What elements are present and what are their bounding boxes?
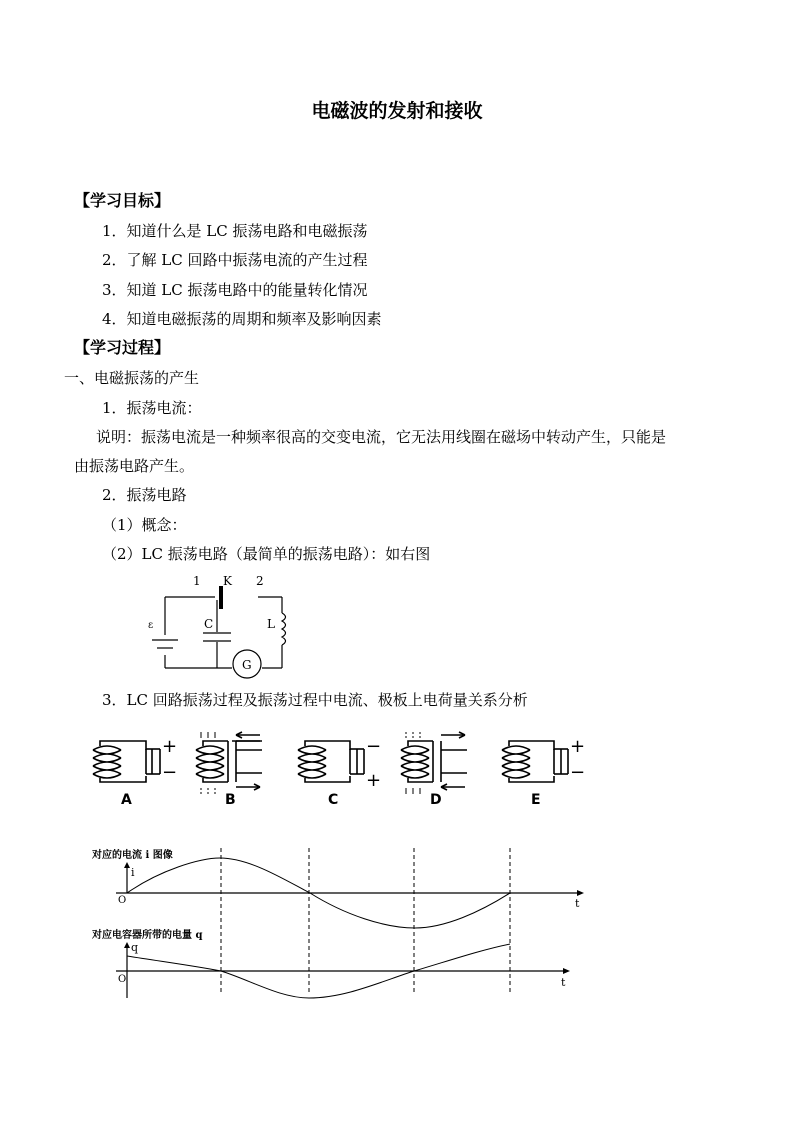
- sub-item-concept: （1）概念：: [102, 516, 187, 534]
- current-axis-y: i: [131, 866, 135, 879]
- circuit-label-l: L: [267, 617, 275, 631]
- note-line: 由振荡电路产生。: [74, 457, 195, 475]
- charge-axis-y: q: [131, 941, 139, 954]
- circuit-label-2: 2: [256, 574, 264, 588]
- charge-graph-title: 对应电容器所带的电量 q: [92, 930, 203, 941]
- goals-heading: 【学习目标】: [74, 191, 171, 210]
- charge-origin: O: [118, 974, 127, 985]
- part-heading: 一、电磁振荡的产生: [64, 369, 200, 387]
- stage-c-plus: +: [366, 770, 382, 791]
- circuit-label-c: C: [204, 617, 214, 631]
- circuit-label-emf: ε: [148, 620, 154, 631]
- circuit-label-g: G: [242, 658, 252, 672]
- stage-a-minus: −: [162, 762, 178, 783]
- item-oscillating-circuit: 2．振荡电路: [102, 486, 187, 504]
- stage-b-label: B: [225, 792, 236, 808]
- stage-e-minus: −: [570, 762, 586, 783]
- stage-d-label: D: [430, 792, 442, 808]
- goal-item: 3．知道 LC 振荡电路中的能量转化情况: [102, 281, 368, 299]
- goal-item: 2．了解 LC 回路中振荡电流的产生过程: [102, 251, 368, 269]
- circuit-label-1: 1: [193, 574, 201, 588]
- sub-item-lc-circuit: （2）LC 振荡电路（最简单的振荡电路）：如右图: [102, 545, 431, 563]
- charge-axis-x: t: [561, 976, 566, 989]
- current-axis-x: t: [575, 897, 580, 910]
- current-origin: O: [118, 895, 127, 906]
- process-heading: 【学习过程】: [74, 338, 171, 357]
- item-oscillating-current: 1．振荡电流：: [102, 399, 202, 417]
- page-title: 电磁波的发射和接收: [311, 100, 483, 122]
- goal-item: 4．知道电磁振荡的周期和频率及影响因素: [102, 310, 382, 328]
- stage-e-plus: +: [570, 736, 586, 757]
- item-lc-analysis: 3．LC 回路振荡过程及振荡过程中电流、极板上电荷量关系分析: [102, 691, 528, 709]
- stage-e-label: E: [531, 792, 541, 808]
- circuit-label-k: K: [223, 574, 232, 588]
- stage-a-label: A: [121, 792, 132, 808]
- stage-c-minus: −: [366, 736, 382, 757]
- current-graph-title: 对应的电流 i 图像: [92, 850, 173, 861]
- note-line: 说明：振荡电流是一种频率很高的交变电流，它无法用线圈在磁场中转动产生，只能是: [96, 428, 667, 446]
- goal-item: 1．知道什么是 LC 振荡电路和电磁振荡: [102, 222, 368, 240]
- stage-c-label: C: [328, 792, 339, 808]
- stage-a-plus: +: [162, 736, 178, 757]
